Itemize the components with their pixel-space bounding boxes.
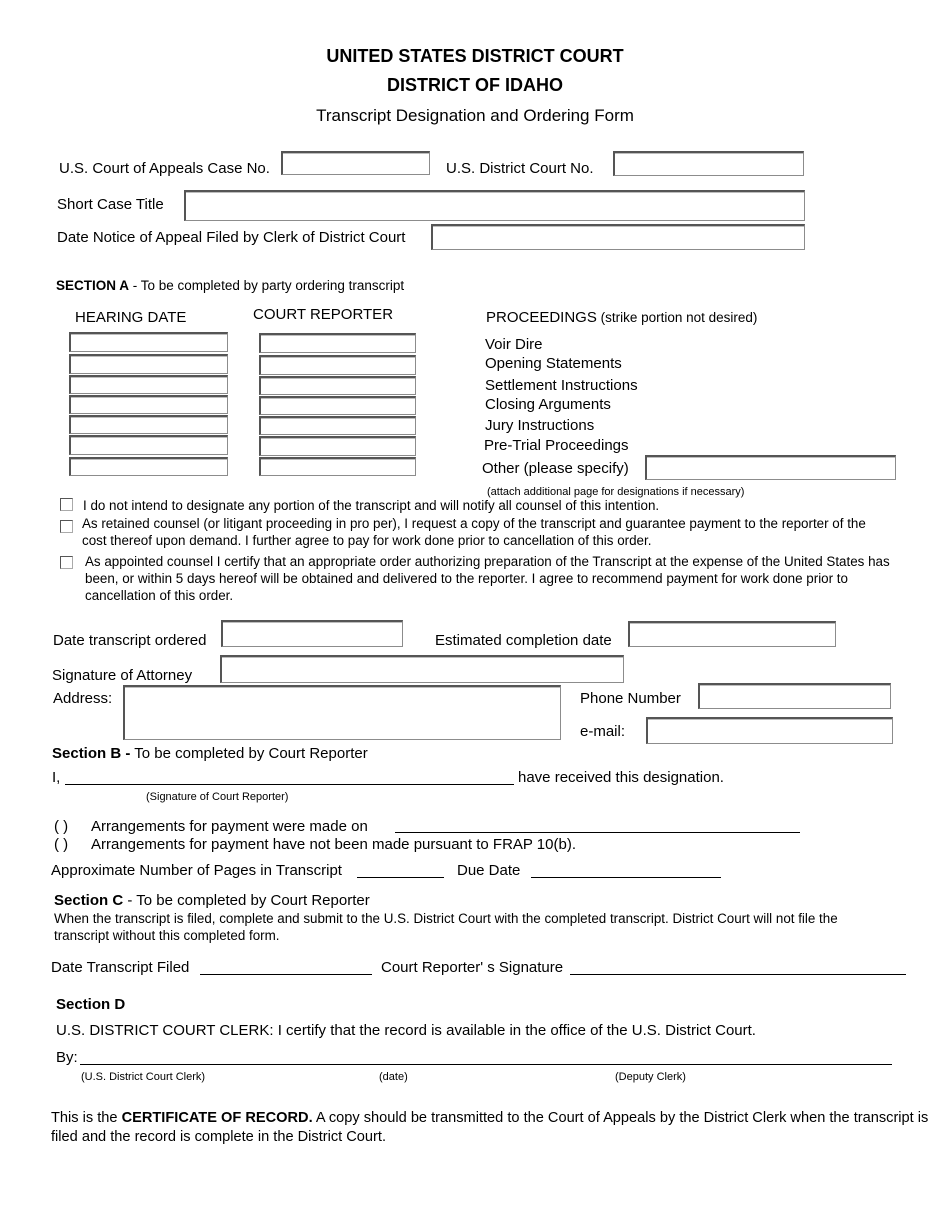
appeals-case-label: U.S. Court of Appeals Case No. — [59, 160, 270, 177]
proceeding-item: Opening Statements — [485, 355, 622, 372]
district-court-field[interactable] — [613, 151, 804, 176]
proceeding-item: Voir Dire — [485, 336, 543, 353]
appointed-counsel-checkbox[interactable] — [60, 556, 73, 569]
proceeding-item: Closing Arguments — [485, 396, 611, 413]
pages-label: Approximate Number of Pages in Transcript — [51, 862, 342, 879]
hearing-date-field[interactable] — [69, 375, 228, 394]
pages-line[interactable] — [357, 877, 444, 878]
due-date-label: Due Date — [457, 862, 521, 879]
retained-counsel-checkbox[interactable] — [60, 520, 73, 533]
section-a-heading: SECTION A - To be completed by party ordering transcript — [56, 278, 405, 293]
court-reporter-field[interactable] — [259, 436, 416, 456]
form-title: Transcript Designation and Ordering Form — [316, 106, 634, 125]
signature-caption: (Signature of Court Reporter) — [146, 791, 289, 803]
reporter-signature-label: Court Reporter' s Signature — [381, 959, 564, 976]
hearing-date-header: HEARING DATE — [75, 309, 187, 326]
short-title-field[interactable] — [184, 190, 805, 221]
arrangements-not-made-paren[interactable]: ( ) — [54, 836, 69, 853]
court-reporter-signature-line[interactable] — [65, 784, 514, 785]
hearing-date-field[interactable] — [69, 332, 228, 352]
arrangements-not-made-text: Arrangements for payment have not been made pursuant to FRAP 10(b). — [91, 836, 576, 853]
phone-label: Phone Number — [580, 690, 681, 707]
hearing-date-field[interactable] — [69, 395, 228, 414]
address-field[interactable] — [123, 685, 561, 740]
caption-deputy: (Deputy Clerk) — [615, 1071, 686, 1083]
attach-note: (attach additional page for designations if necessary) — [487, 486, 745, 498]
proceeding-item: Jury Instructions — [485, 417, 595, 434]
date-filed-line[interactable] — [200, 974, 372, 975]
address-label: Address: — [53, 690, 113, 707]
district-court-label: U.S. District Court No. — [446, 160, 594, 177]
court-name: UNITED STATES DISTRICT COURT — [326, 46, 624, 66]
arrangements-date-line[interactable] — [395, 832, 800, 833]
by-label: By: — [56, 1049, 78, 1066]
notice-date-label: Date Notice of Appeal Filed by Clerk of District Court — [57, 229, 406, 246]
certificate-of-record: This is the CERTIFICATE OF RECORD. A copy should be transmitted to the Court of Appeals by the District Clerk when the transcript is filed and the record is complete in the District Court. — [51, 1110, 929, 1145]
hearing-date-field[interactable] — [69, 457, 228, 476]
court-reporter-field[interactable] — [259, 355, 416, 375]
hearing-date-field[interactable] — [69, 354, 228, 374]
due-date-line[interactable] — [531, 877, 721, 878]
date-ordered-label: Date transcript ordered — [53, 632, 207, 649]
email-field[interactable] — [646, 717, 893, 744]
court-reporter-field[interactable] — [259, 396, 416, 415]
date-filed-label: Date Transcript Filed — [51, 959, 190, 976]
arrangements-made-paren[interactable]: ( ) — [54, 818, 69, 835]
notice-date-field[interactable] — [431, 224, 805, 250]
section-c-instructions: When the transcript is filed, complete and submit to the U.S. District Court with the completed transcript. District Court will not file the transcript without this completed form. — [54, 911, 838, 943]
est-completion-field[interactable] — [628, 621, 836, 647]
hearing-date-field[interactable] — [69, 435, 228, 455]
est-completion-label: Estimated completion date — [435, 632, 612, 649]
proceedings-header: PROCEEDINGS (strike portion not desired) — [486, 309, 758, 326]
email-label: e-mail: — [580, 723, 626, 740]
date-ordered-field[interactable] — [221, 620, 403, 647]
caption-clerk: (U.S. District Court Clerk) — [81, 1071, 206, 1083]
appeals-case-field[interactable] — [281, 151, 430, 175]
court-reporter-field[interactable] — [259, 376, 416, 395]
district-name: DISTRICT OF IDAHO — [387, 75, 563, 95]
court-reporter-field[interactable] — [259, 333, 416, 353]
signature-label: Signature of Attorney — [52, 667, 193, 684]
other-proceeding-label: Other (please specify) — [482, 460, 629, 477]
caption-date: (date) — [379, 1071, 408, 1083]
other-proceeding-field[interactable] — [645, 455, 896, 480]
court-reporter-field[interactable] — [259, 457, 416, 476]
proceeding-item: Settlement Instructions — [485, 377, 638, 394]
proceeding-item: Pre-Trial Proceedings — [484, 437, 629, 454]
reporter-signature-line[interactable] — [570, 974, 906, 975]
received-prefix: I, — [52, 769, 61, 786]
short-title-label: Short Case Title — [57, 196, 164, 213]
retained-counsel-text: As retained counsel (or litigant proceeding in pro per), I request a copy of the transcript and guarantee payment to the reporter of the cost thereof upon demand. I further agree to pay for work done prior to cancellation of this order. — [82, 516, 866, 548]
court-reporter-field[interactable] — [259, 416, 416, 435]
section-c-heading: Section C - To be completed by Court Reporter — [54, 892, 370, 909]
no-designation-checkbox[interactable] — [60, 498, 73, 511]
section-b-heading: Section B - To be completed by Court Reporter — [52, 745, 368, 762]
hearing-date-field[interactable] — [69, 415, 228, 434]
section-d-heading: Section D — [56, 996, 126, 1013]
signature-field[interactable] — [220, 655, 624, 683]
section-d-certify: U.S. DISTRICT COURT CLERK: I certify that the record is available in the office of the U.S. District Court. — [56, 1022, 756, 1039]
clerk-signature-line[interactable] — [80, 1064, 892, 1065]
received-suffix: have received this designation. — [518, 769, 724, 786]
no-designation-text: I do not intend to designate any portion of the transcript and will notify all counsel of this intention. — [83, 498, 660, 513]
court-reporter-header: COURT REPORTER — [253, 306, 394, 323]
phone-field[interactable] — [698, 683, 891, 709]
appointed-counsel-text: As appointed counsel I certify that an appropriate order authorizing preparation of the Transcript at the expense of the United States has been, or within 5 days hereof will be obtained and delivered to the reporter. I agree to recommend payment for work done prior to cancellation of this order. — [85, 554, 890, 603]
arrangements-made-text: Arrangements for payment were made on — [91, 818, 368, 835]
